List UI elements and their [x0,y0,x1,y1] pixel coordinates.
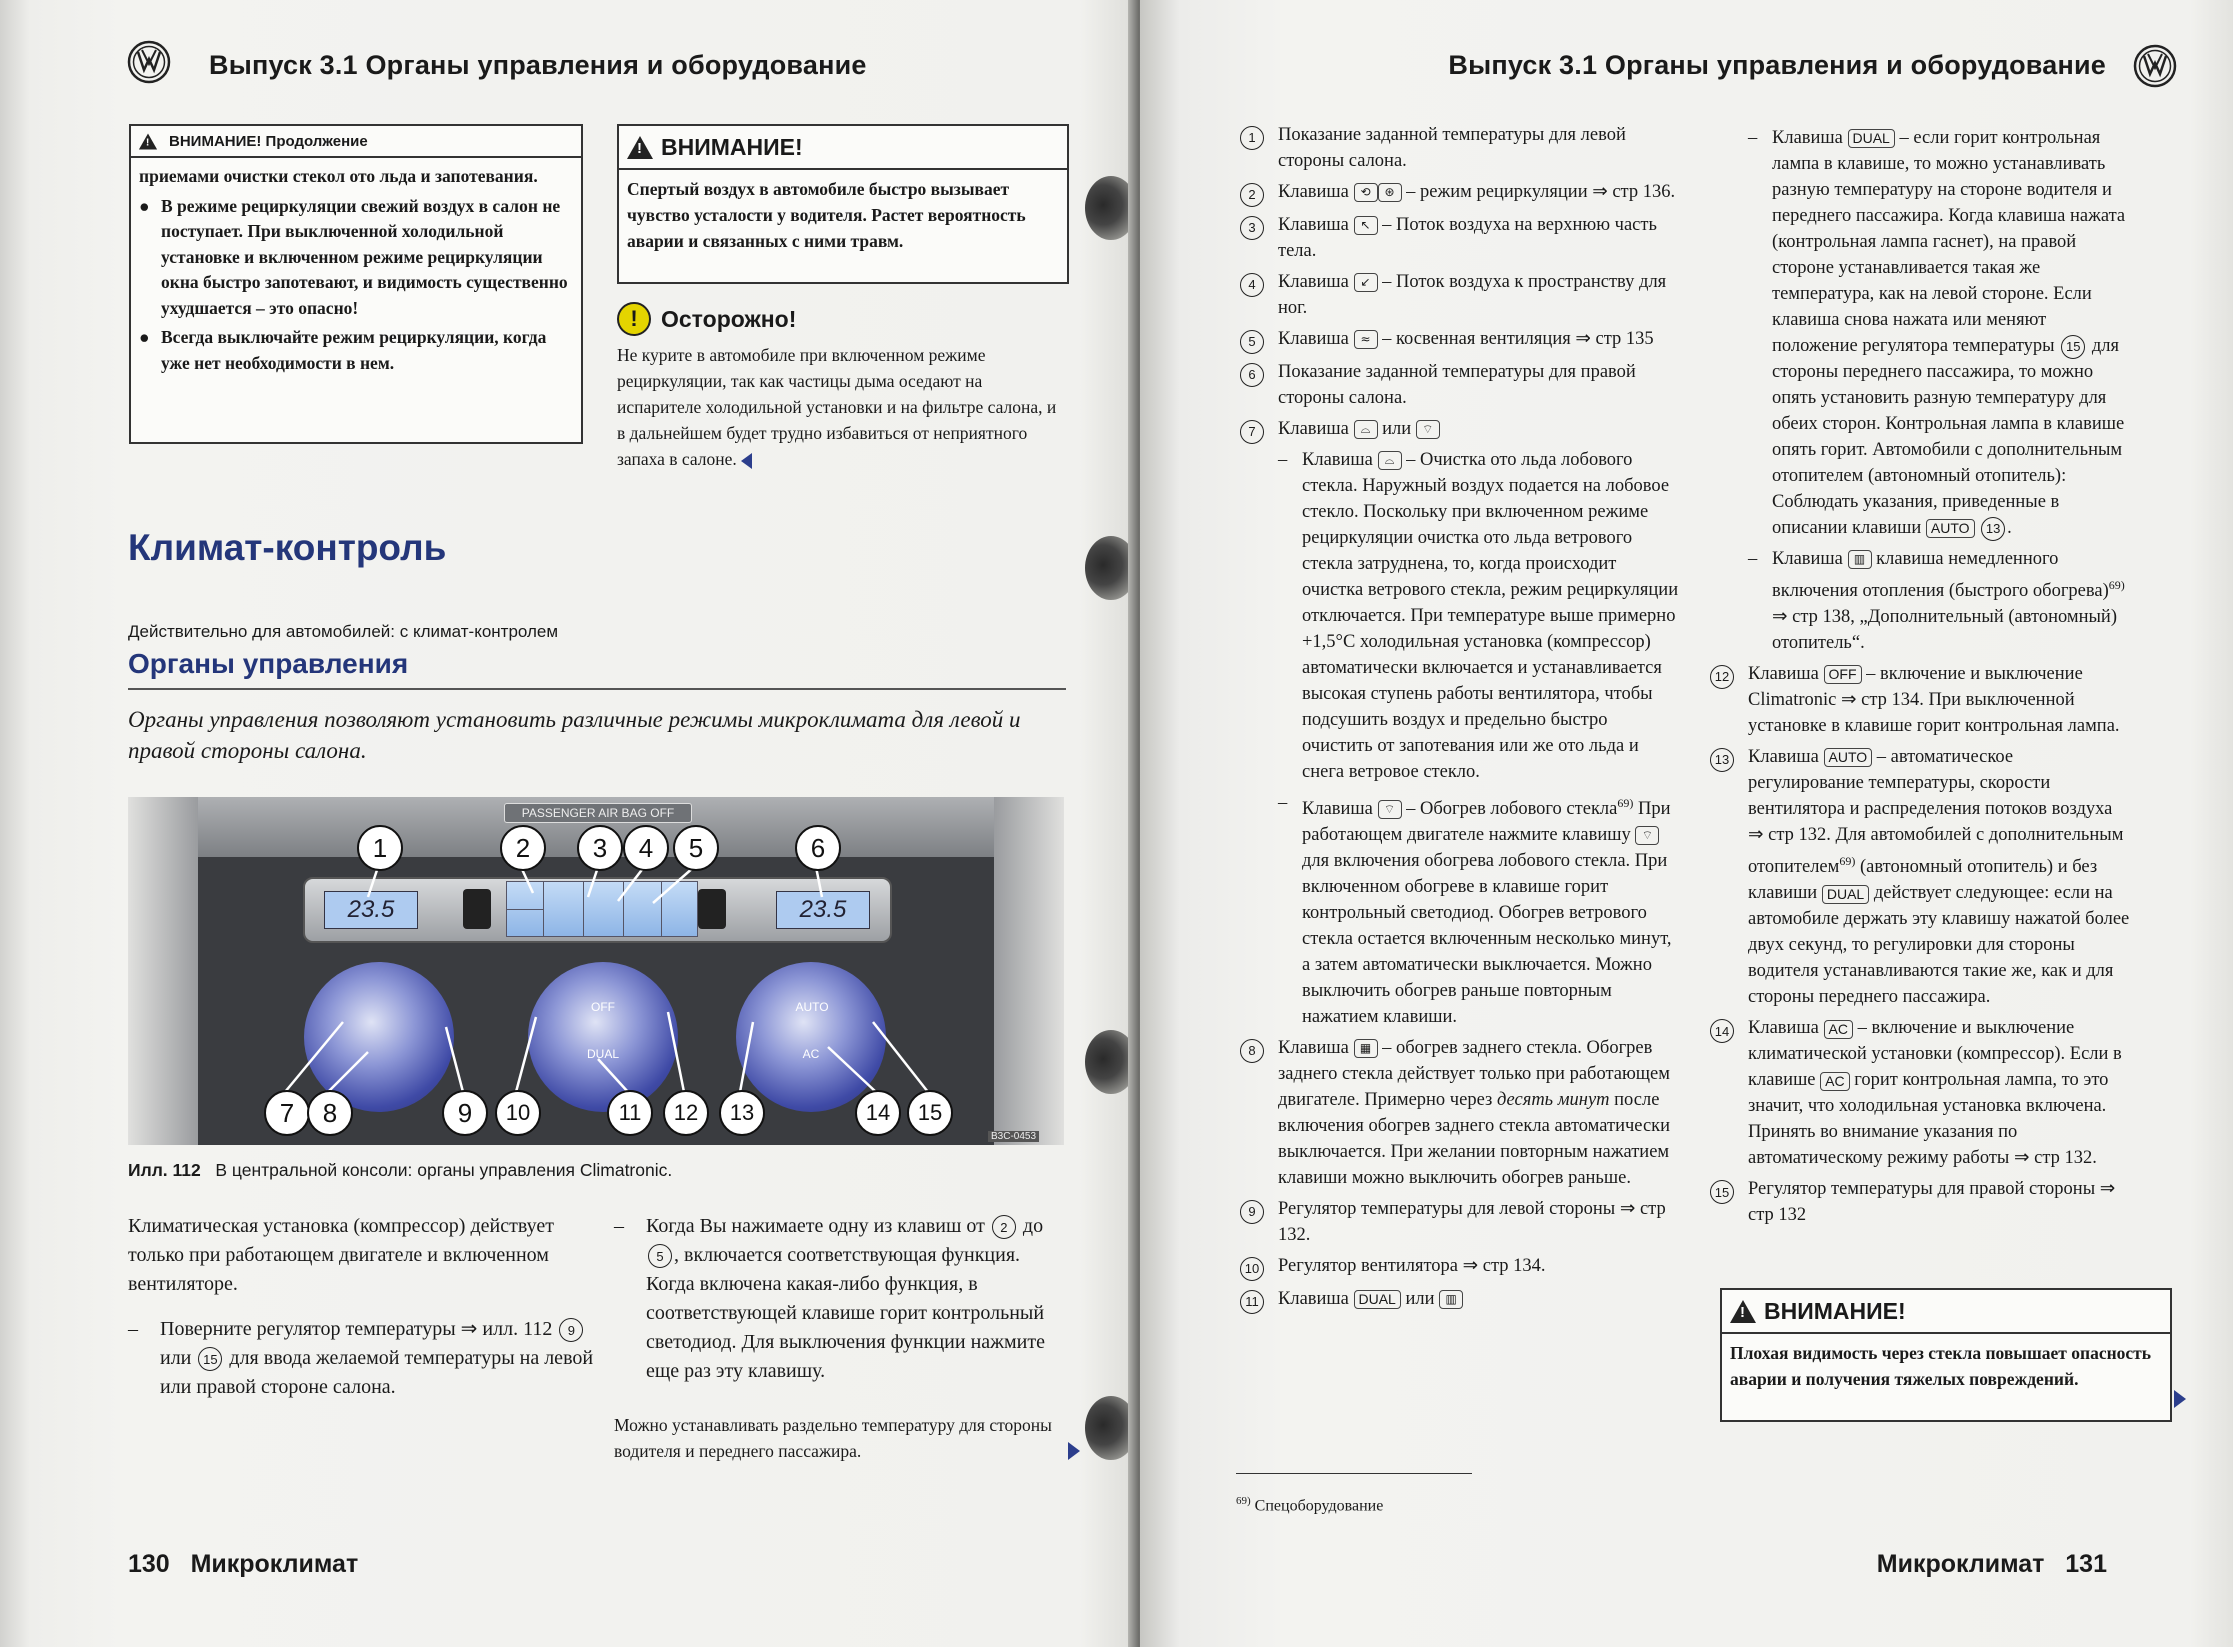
windshield-heat-key-icon: ⌔ [1378,800,1402,819]
auto-key-label: AUTO [1926,519,1975,538]
warning-continued-box [129,124,583,444]
list-item: 13 Клавиша AUTO – автоматическое регулирование температуры, скорости вентилятора и распределения потоков воздуха ⇒ стр 132. Для автомобилей с дополнительным отопителем$^{69)}$ (автономный отопитель) и без клавиши DUAL действует следующее: если на автомобиле держать эту клавишу нажатой более двух секунд, то регулировки для стороны водителя устанавливаются такие же, как и для стороны переднего пассажира. [1710,744,2130,1010]
warning-continued-title: ВНИМАНИЕ! Продолжение [169,132,368,150]
list-item: 5 Клавиша ≈ – косвенная вентиляция ⇒ стр 135 [1240,326,1680,354]
warning-continued-intro: приемами очистки стекол ото льда и запотевания. [139,166,538,186]
sub-item: – Клавиша DUAL – если горит контрольная лампа в клавише, то можно устанавливать разную температуру на стороне водителя и переднего пассажира. Когда клавиша нажата (контрольная лампа гаснет), на правой стороне устанавливается такая же температура, как на левой стороне. Если клавиша снова нажата или меняют положение регулятора температуры 15 для стороны переднего пассажира, то можно опять установить разную температуру для обеих сторон. Контрольная лампа в клавише опять горит. Автомобили с дополнительным отопителем (автономный отопитель): Соблюдать указания, приведенные в описании клавиши AUTO 13 . [1748,125,2130,541]
dash-item: – Когда Вы нажимаете одну из клавиш от 2 до 5 , включается соответствующая функция. Когда включена какая-либо функция, в соответствующей клавише горит контрольный светодиод. Для выключения функции нажмите еще раз эту клавишу. [614,1215,1045,1382]
indirect-vent-key-icon: ≈ [1354,330,1378,349]
dual-key-label: DUAL [1848,129,1895,148]
rear-window-heat-key-icon: ▦ [1354,1039,1378,1058]
list-item: 14 Клавиша AC – включение и выключение климатической установки (компрессор). Если в клавише AC горит контрольная лампа, то это значит, что холодильная установка включена. Принять во внимание указания по автоматическому режиму работы ⇒ стр 132. [1710,1015,2130,1171]
page-footer [1877,1550,2107,1579]
defrost-key-icon: ⌓ [1354,420,1378,439]
footnote: $^{69)}$ Спецоборудование [1236,1495,1384,1515]
page-number: 131 [2065,1550,2107,1578]
items-column-2 [1710,122,2130,1233]
defrost-key-icon: ⌓ [1378,451,1402,470]
ac-key-label: AC [1824,1020,1853,1039]
figure-caption: Илл. 112 В центральной консоли: органы управления Climatronic. [128,1160,673,1180]
callout-1: 1 [357,825,403,871]
airbag-off-label: PASSENGER AIR BAG OFF [504,803,692,823]
vw-logo-icon [2133,44,2177,88]
list-item: 11 Клавиша DUAL или ▥ [1240,1286,1680,1314]
dash-item: – Поверните регулятор температуры ⇒ илл. 112 9 или 15 для ввода желаемой температуры на левой или правой стороне салона. [128,1318,594,1398]
heater-key-icon: ▥ [1439,1290,1463,1309]
callout-15: 15 [907,1090,953,1136]
sub-item: – Клавиша ⌓ – Очистка ото льда лобового стекла. Наружный воздух подается на лобовое стекло. Поскольку при включенном режиме рециркуляции очистка ото льда ветрового стекла затруднена, то, когда происходит очистка ветрового стекла, режим рециркуляции отключается. При температуре выше примерно +1,5°C холодильная установка (компрессор) автоматически включается и устанавливается высокая ступень работы вентилятора, чтобы подсушить воздух и предельно быстро очистить от запотевания или же ото льда и снега ветровое стекло. [1278,450,1679,782]
page-number: 130 [128,1550,170,1578]
dual-key-label: DUAL [1354,1290,1401,1309]
body-column-1 [128,1212,598,1402]
items-column-1 [1240,122,1680,1319]
callout-9: 9 [442,1090,488,1136]
divider [128,688,1066,690]
body-column-2 [614,1212,1064,1464]
callout-8: 8 [307,1090,353,1136]
list-item: 12 Клавиша OFF – включение и выключение Climatronic ⇒ стр 134. При выключенной установке в клавише горит контрольная лампа. [1710,661,2130,739]
warning-triangle-icon [139,133,157,149]
auto-key-label: AUTO [795,1000,829,1014]
footnote-rule [1236,1473,1472,1474]
continue-arrow-icon [2174,1390,2186,1408]
recirculation-key-icon: ⟲ [1354,183,1378,202]
callout-7: 7 [264,1090,310,1136]
callout-4: 4 [623,825,669,871]
ac-key-label: AC [802,1047,820,1061]
callout-11: 11 [607,1090,653,1136]
sub-item: – Клавиша ⌔ – Обогрев лобового стекла$^{69)}$ При работающем двигателе нажмите клавишу ⌔ для включения обогрева лобового стекла. При включенном обогреве в клавише горит контрольный светодиод. Обогрев ветрового стекла остается включенным несколько минут, а затем автоматически выключается. Можно выключить обогрев раньше повторным нажатием клавиши. [1278,793,1672,1028]
callout-10: 10 [495,1090,541,1136]
paragraph: Можно устанавливать раздельно температуру для стороны водителя и переднего пассажира. [614,1415,1052,1461]
warning-title: ВНИМАНИЕ! [661,133,803,160]
vw-logo-icon [127,40,171,84]
caution-title: Осторожно! [661,305,797,332]
warning-bullet: ● В режиме рециркуляции свежий воздух в салон не поступает. При выключенной холодильной установке и включенном режиме рециркуляции окна быстро запотевают, и видимость существенно ухудшается – это опасно! [139,195,568,318]
callout-5: 5 [673,825,719,871]
list-item: 10 Регулятор вентилятора ⇒ стр 134. [1240,1253,1680,1281]
warning-text: Спертый воздух в автомобиле быстро вызывает чувство усталости у водителя. Растет вероятность аварии и связанных с ними травм. [627,179,1026,251]
callout-12: 12 [663,1090,709,1136]
lead-text: Органы управления позволяют установить различные режимы микроклимата для левой и правой стороны салона. [128,707,1021,763]
callout-14: 14 [855,1090,901,1136]
list-item: 4 Клавиша ↙ – Поток воздуха к пространству для ног. [1240,269,1680,321]
heater-key-icon: ▥ [1848,550,1872,569]
caution-block [617,302,1067,472]
list-item: 9 Регулятор температуры для левой стороны ⇒ стр 132. [1240,1196,1680,1248]
off-key-label: OFF [591,1000,615,1014]
callout-6: 6 [795,825,841,871]
dual-key-label: DUAL [1822,885,1869,904]
section-title: Климат-контроль [128,527,447,568]
windshield-heat-key-icon: ⌔ [1416,420,1440,439]
left-temperature-display: 23.5 [324,891,418,929]
list-item: 2 Клавиша ⟲ ⊛ – режим рециркуляции ⇒ стр 136. [1240,179,1680,207]
warning-bullet: ● Всегда выключайте режим рециркуляции, когда уже нет необходимости в нем. [139,327,547,373]
callout-3: 3 [577,825,623,871]
airflow-upper-key-icon: ↖ [1354,216,1378,235]
right-temperature-display: 23.5 [776,891,870,929]
auto-key-label: AUTO [1824,748,1873,767]
page-header: Выпуск 3.1 Органы управления и оборудование [1448,50,2106,80]
callout-2: 2 [500,825,546,871]
caution-icon: ! [617,302,651,336]
sub-item: – Клавиша ▥ клавиша немедленного включения отопления (быстрого обогрева)$^{69)}$ ⇒ стр 138, „Дополнительный (автономный) отопитель“. [1748,549,2125,654]
dual-key-label: DUAL [586,1047,619,1061]
list-item: 3 Клавиша ↖ – Поток воздуха на верхнюю часть тела. [1240,212,1680,264]
figure-code: B3C-0453 [988,1131,1039,1142]
warning-triangle-icon [1730,1300,1756,1323]
list-item: 8 Клавиша ▦ – обогрев заднего стекла. Обогрев заднего стекла действует только при работающем двигателе. Примерно через десять минут после включения обогрев заднего стекла автоматически выключается. При желании повторным нажатием клавиши можно выключить обогрев раньше. [1240,1035,1680,1191]
right-page [1140,0,2233,1647]
off-key-label: OFF [1824,665,1862,684]
validity-note: Действительно для автомобилей: с климат-контролем [128,622,559,641]
recirculation-auto-key-icon: ⊛ [1378,183,1402,202]
list-item: 1 Показание заданной температуры для левой стороны салона. [1240,122,1680,174]
warning-triangle-icon [627,136,653,159]
chapter-title: Микроклимат [190,1550,359,1578]
warning-text: Плохая видимость через стекла повышает опасность аварии и получения тяжелых повреждений. [1730,1343,2152,1389]
ac-key-label: AC [1820,1072,1849,1091]
continue-arrow-icon [1068,1442,1080,1460]
list-item: 15 Регулятор температуры для правой стороны ⇒ стр 132 [1710,1176,2130,1228]
chapter-title: Микроклимат [1876,1550,2045,1578]
callout-13: 13 [719,1090,765,1136]
caution-text: Не курите в автомобиле при включенном режиме рециркуляции, так как частицы дыма оседают на испарителе холодильной установки и на фильтре салона, и в дальнейшем будет трудно избавиться от неприятного запаха в салоне. [617,345,1057,469]
windshield-heat-key-icon: ⌔ [1635,826,1659,845]
warning-box [617,124,1069,284]
warning-title: ВНИМАНИЕ! [1764,1297,1906,1324]
list-item: 6 Показание заданной температуры для правой стороны салона. [1240,359,1680,411]
warning-box [1720,1288,2172,1422]
back-arrow-icon [741,453,752,469]
list-item: 7 Клавиша ⌓ или ⌔ [1240,416,1680,444]
paragraph: Климатическая установка (компрессор) действует только при работающем двигателе и включенном вентиляторе. [128,1215,554,1295]
page-footer [128,1550,358,1579]
airflow-feet-key-icon: ↙ [1354,273,1378,292]
climatronic-figure [128,797,1064,1145]
page-header: Выпуск 3.1 Органы управления и оборудование [209,50,867,80]
subsection-title: Органы управления [128,648,409,679]
